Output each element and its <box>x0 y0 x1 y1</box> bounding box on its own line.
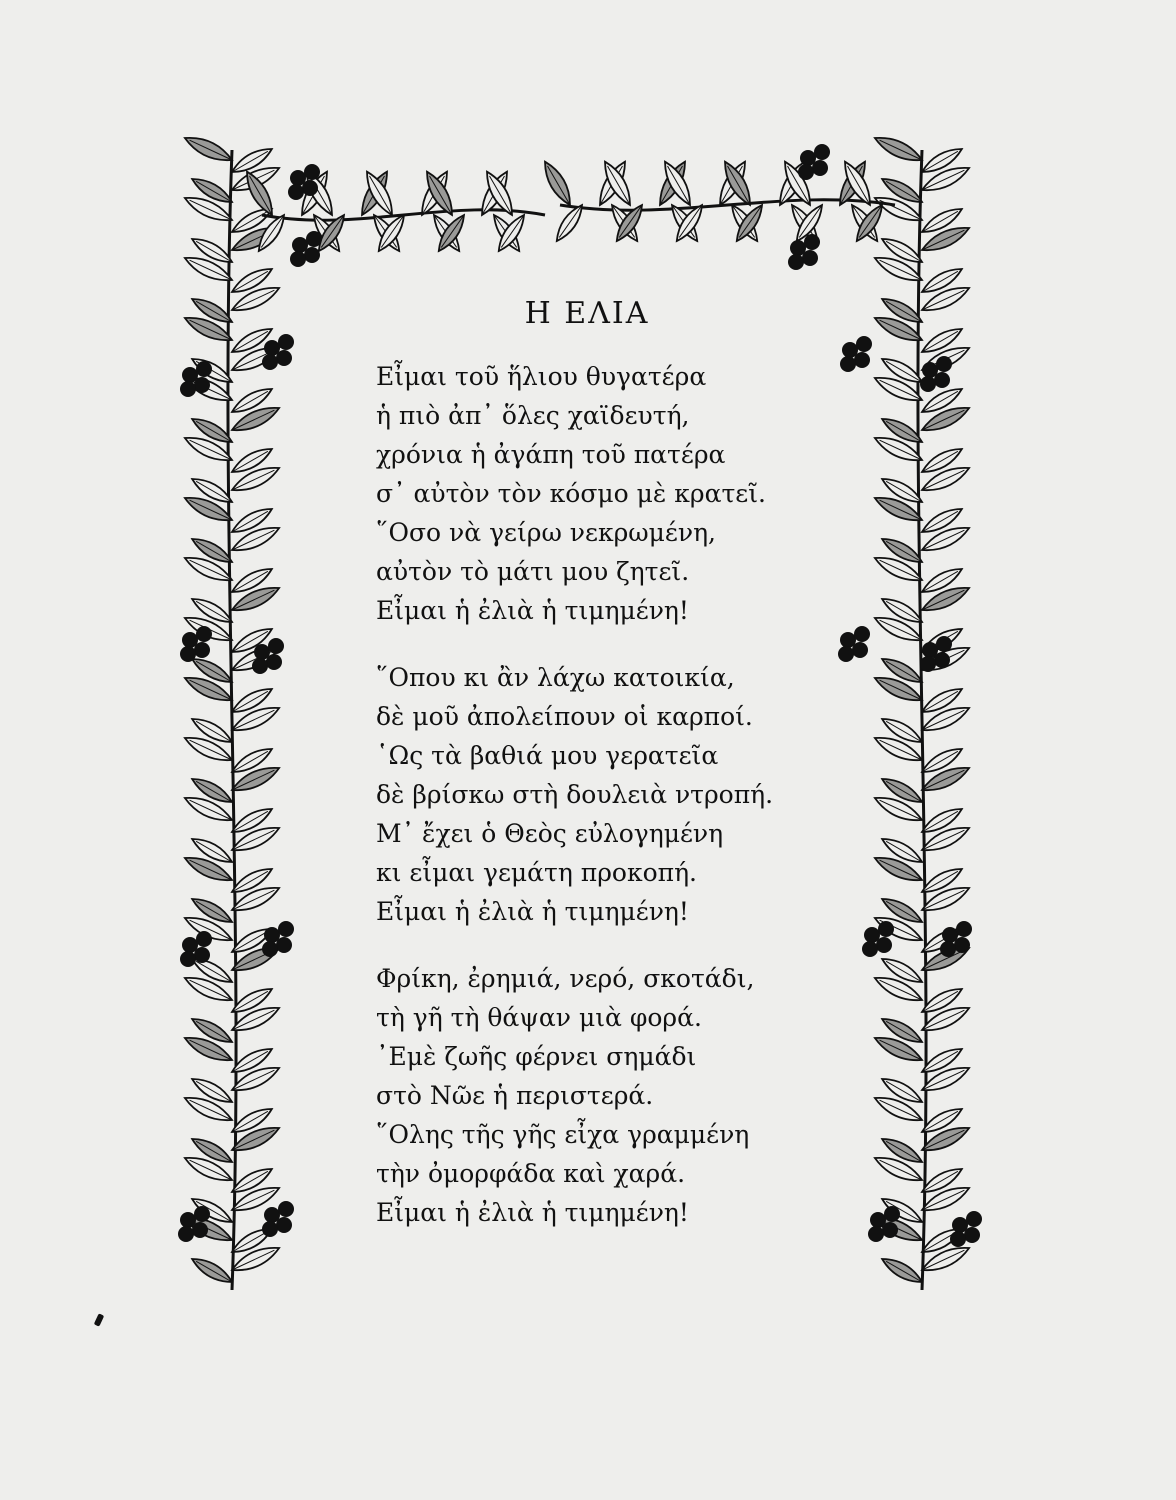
verse-line: τὴν ὀμορφάδα καὶ χαρά. <box>376 1159 686 1188</box>
olive-berry-icon <box>180 381 196 397</box>
olive-berry-icon <box>936 356 952 372</box>
olive-berry-icon <box>262 1221 278 1237</box>
olive-berry-icon <box>180 951 196 967</box>
verse-line: ῞Ολης τῆς γῆς εἶχα γραμμένη <box>376 1120 750 1149</box>
olive-leaf-icon <box>552 201 587 244</box>
olive-berry-icon <box>278 334 294 350</box>
verse-line: ἡ πιὸ ἀπ᾽ ὅλες χαϊδευτή, <box>376 401 690 430</box>
olive-berry-icon <box>276 350 292 366</box>
olive-berry-icon <box>966 1211 982 1227</box>
olive-berry-icon <box>192 1222 208 1238</box>
stanza-2 <box>300 658 860 931</box>
olive-berry-icon <box>920 656 936 672</box>
verse-line: ῞Οπου κι ἂν λάχω κατοικία, <box>376 663 735 692</box>
olive-berry-icon <box>882 1222 898 1238</box>
olive-berry-icon <box>268 638 284 654</box>
olive-leaf-icon <box>182 131 235 166</box>
olive-berry-icon <box>798 164 814 180</box>
olive-berry-icon <box>194 947 210 963</box>
olive-berry-icon <box>862 941 878 957</box>
verse-line: ῞Οσο νὰ γείρω νεκρωμένη, <box>376 518 716 547</box>
olive-berry-icon <box>196 626 212 642</box>
verse-line: ᾽Εμὲ ζωῆς φέρνει σημάδι <box>376 1042 697 1071</box>
olive-berry-icon <box>884 1206 900 1222</box>
olive-leaf-icon <box>539 158 576 208</box>
refrain-line: Εἶμαι ἡ ἐλιὰ ἡ τιμημένη! <box>376 1198 689 1227</box>
stanza-3 <box>300 959 860 1232</box>
olive-berry-icon <box>304 247 320 263</box>
olive-berry-icon <box>178 1226 194 1242</box>
verse-line: κι εἶμαι γεμάτη προκοπή. <box>376 858 697 887</box>
olive-leaf-icon <box>872 131 925 166</box>
poem-title: Η ΕΛΙΑ <box>524 296 650 331</box>
poem <box>300 296 860 1260</box>
verse-line: αὐτὸν τὸ μάτι μου ζητεῖ. <box>376 557 690 586</box>
verse-line: Φρίκη, ἐρημιά, νερό, σκοτάδι, <box>376 964 755 993</box>
olive-berry-icon <box>302 180 318 196</box>
olive-berry-icon <box>954 937 970 953</box>
olive-berry-icon <box>804 234 820 250</box>
olive-berry-icon <box>876 937 892 953</box>
olive-berry-icon <box>278 921 294 937</box>
olive-berry-icon <box>180 646 196 662</box>
olive-berry-icon <box>802 250 818 266</box>
olive-berry-icon <box>814 144 830 160</box>
stanza-1 <box>300 357 860 630</box>
olive-berry-icon <box>290 251 306 267</box>
olive-berry-icon <box>940 941 956 957</box>
olive-berry-icon <box>278 1201 294 1217</box>
olive-leaf-icon <box>879 1253 925 1287</box>
olive-berry-icon <box>934 372 950 388</box>
verse-line: δὲ μοῦ ἀπολείπουν οἱ καρποί. <box>376 702 753 731</box>
olive-berry-icon <box>878 921 894 937</box>
olive-berry-icon <box>306 231 322 247</box>
olive-berry-icon <box>812 160 828 176</box>
olive-berry-icon <box>920 376 936 392</box>
refrain-line: Εἶμαι ἡ ἐλιὰ ἡ τιμημένη! <box>376 897 689 926</box>
olive-berry-icon <box>194 377 210 393</box>
olive-berry-icon <box>276 937 292 953</box>
verse-line: χρόνια ἡ ἀγάπη τοῦ πατέρα <box>376 440 726 469</box>
olive-berry-icon <box>252 658 268 674</box>
olive-berry-icon <box>956 921 972 937</box>
verse-line: Εἶμαι τοῦ ἥλιου θυγατέρα <box>376 362 707 391</box>
verse-line: δὲ βρίσκω στὴ δουλειὰ ντροπή. <box>376 780 774 809</box>
olive-berry-icon <box>266 654 282 670</box>
olive-berry-icon <box>288 184 304 200</box>
verse-line: τὴ γῆ τὴ θάψαν μιὰ φορά. <box>376 1003 702 1032</box>
olive-leaf-icon <box>189 1253 235 1287</box>
verse-line: Μ᾽ ἔχει ὁ Θεὸς εὐλογημένη <box>376 819 724 848</box>
olive-berry-icon <box>262 941 278 957</box>
olive-berry-icon <box>194 642 210 658</box>
olive-berry-icon <box>276 1217 292 1233</box>
olive-berry-icon <box>304 164 320 180</box>
olive-berry-icon <box>934 652 950 668</box>
verse-line: ῾Ως τὰ βαθιά μου γερατεῖα <box>376 741 719 770</box>
olive-berry-icon <box>262 354 278 370</box>
verse-line: στὸ Νῶε ἡ περιστερά. <box>376 1081 654 1110</box>
verse-line: σ᾽ αὐτὸν τὸν κόσμο μὲ κρατεῖ. <box>376 479 766 508</box>
olive-berry-icon <box>950 1231 966 1247</box>
olive-berry-icon <box>196 361 212 377</box>
refrain-line: Εἶμαι ἡ ἐλιὰ ἡ τιμημένη! <box>376 596 689 625</box>
olive-berry-icon <box>194 1206 210 1222</box>
olive-berry-icon <box>868 1226 884 1242</box>
olive-berry-icon <box>788 254 804 270</box>
olive-berry-icon <box>196 931 212 947</box>
olive-berry-icon <box>964 1227 980 1243</box>
olive-berry-icon <box>936 636 952 652</box>
